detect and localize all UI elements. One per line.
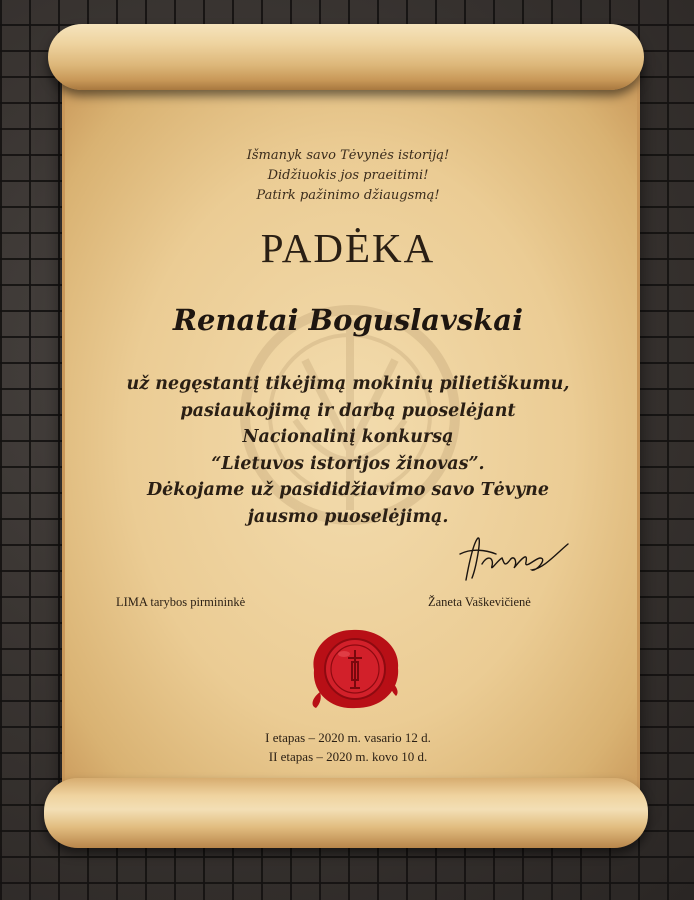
signatory-name: Žaneta Vaškevičienė	[428, 595, 531, 609]
message-line: jausmo puoselėjimą.	[247, 506, 449, 527]
date-line: I etapas – 2020 m. vasario 12 d.	[265, 730, 431, 745]
message-line: Nacionalinį konkursą	[242, 427, 454, 447]
message-line: “Lietuvos istorijos žinovas”.	[211, 453, 485, 474]
message-line: už negęstantį tikėjimą mokinių pilietiškumu,	[126, 374, 570, 394]
scroll-top-roll	[48, 24, 644, 90]
date-line: II etapas – 2020 m. kovo 10 d.	[268, 749, 428, 764]
competition-dates	[62, 728, 634, 766]
message-line: Dėkojame už pasididžiavimo savo Tėvyne	[147, 480, 549, 500]
message-line: pasiaukojimą ir darbą puoselėjant	[180, 400, 516, 421]
certificate-title: PADĖKA	[260, 225, 436, 271]
signatory-role: LIMA tarybos pirmininkė	[116, 595, 246, 609]
recipient-name: Renatai Boguslavskai	[172, 303, 524, 337]
appreciation-message	[62, 371, 634, 530]
scroll-bottom-roll	[44, 778, 648, 848]
handwritten-signature	[452, 528, 572, 588]
motto-block	[62, 146, 634, 206]
motto-line: Išmanyk savo Tėvynės istoriją!	[246, 148, 450, 163]
wax-seal-icon	[300, 622, 410, 718]
motto-line: Patirk pažinimo džiaugsmą!	[256, 188, 440, 203]
motto-line: Didžiuokis jos praeitimi!	[267, 168, 429, 183]
